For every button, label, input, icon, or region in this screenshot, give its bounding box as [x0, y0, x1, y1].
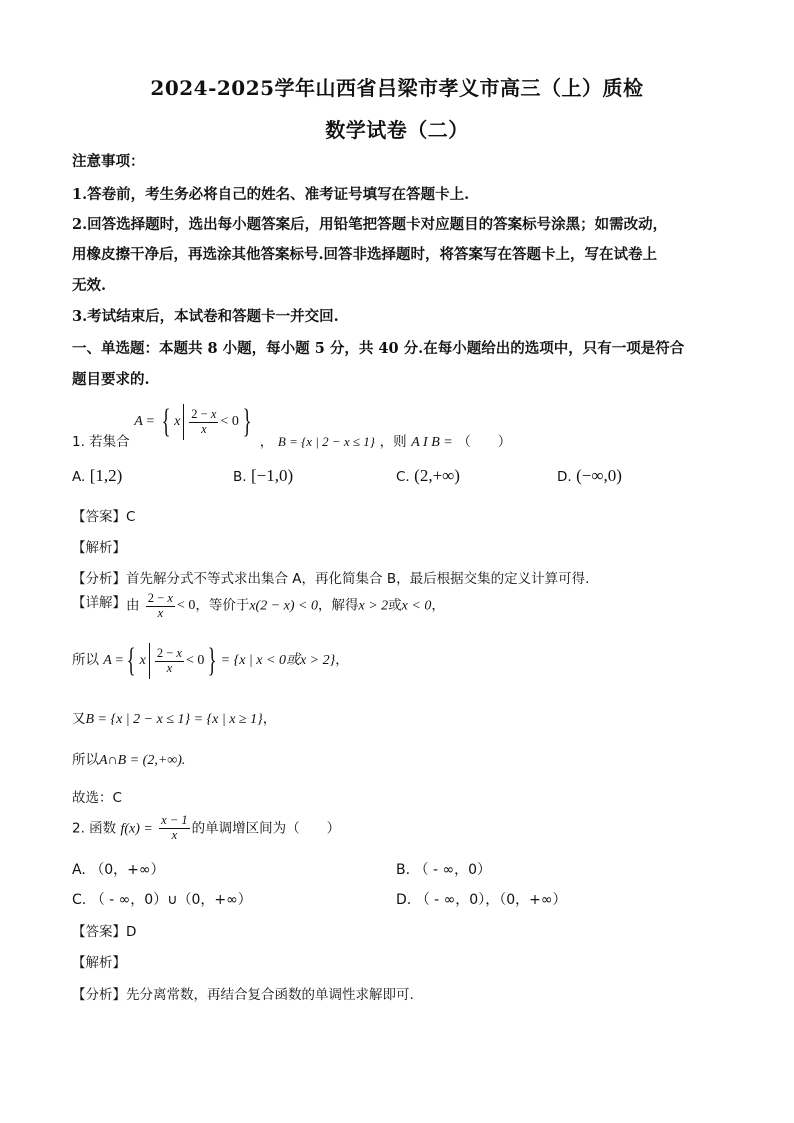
fenxi-tag: 【分析】	[72, 987, 126, 1003]
question-2	[72, 814, 340, 843]
q1-ask-prefix: ，则	[379, 434, 407, 450]
q1-option-d-value: (−∞,0)	[576, 466, 622, 485]
q1-analysis-tag: 【解析】	[72, 540, 126, 556]
q2-option-c: C. （ - ∞，0）∪（0，+∞）	[72, 892, 252, 908]
fenxi-tag: 【分析】	[72, 571, 126, 587]
notice-item-3: 3.考试结束后，本试卷和答题卡一并交回.	[72, 308, 339, 325]
notice-heading: 注意事项：	[72, 153, 145, 170]
q1-intersection: 所以A∩B = (2,+∞).	[72, 752, 186, 768]
q1-sep: ，	[259, 434, 274, 450]
q1-option-b: B. [−1,0)	[233, 466, 294, 485]
section-heading: 一、单选题：本题共 8 小题，每小题 5 分，共 40 分.在每小题给出的选项中，只有一项是符合	[72, 340, 685, 357]
q1-ask-expr: A I B =	[411, 435, 453, 450]
q1-option-d: D. (−∞,0)	[557, 466, 622, 485]
q1-option-c-value: (2,+∞)	[414, 466, 460, 485]
q2-answer	[72, 920, 136, 940]
q1-paren: （ ）	[457, 434, 512, 450]
q1-detail: 【详解】由 $\frac{2 - x}{x}$ < 0，等价于x(2 − x) < 0，解得x > 2或x < 0，	[72, 591, 445, 620]
q1-set-a-result: = {x | x < 0或x > 2}	[220, 653, 336, 669]
q2-option-a-value: （0，+∞）	[90, 862, 165, 878]
q2-option-b-value: （ - ∞，0）	[414, 862, 492, 878]
q2-option-a: A. （0，+∞）	[72, 862, 165, 878]
notice-item-1: 1.答卷前，考生务必将自己的姓名、准考证号填写在答题卡上.	[72, 186, 470, 203]
notice-item-2-end: 无效.	[72, 277, 107, 294]
q1-fenxi	[72, 567, 589, 587]
detail-tag: 【详解】	[72, 595, 126, 612]
q1-choose: 故选：C	[72, 790, 122, 806]
q2-answer-value: D	[126, 924, 137, 940]
q2-function: f(x) =	[120, 821, 153, 837]
q1-set-a-solution: 所以 A = { x $\frac{2 - x}{x}$ < 0 } = {x | x < 0或x > 2}，	[72, 642, 349, 679]
q1-answer-value: C	[126, 509, 136, 525]
q1-option-a-value: [1,2)	[89, 466, 123, 485]
q1-set-b-solution: 又B = {x | 2 − x ≤ 1} = {x | x ≥ 1}，	[72, 711, 277, 727]
q1-detail-fraction: $\frac{2 - x}{x}$ < 0	[147, 591, 196, 620]
question-1	[72, 403, 512, 450]
q2-option-d: D. （ - ∞，0），（0，+∞）	[396, 892, 567, 908]
q2-option-d-value: （ - ∞，0），（0，+∞）	[415, 892, 567, 908]
q1-option-b-value: [−1,0)	[251, 466, 294, 485]
q2-analysis-tag: 【解析】	[72, 955, 126, 971]
q1-prefix: 1. 若集合	[72, 434, 130, 450]
q1-option-a: A. [1,2)	[72, 466, 123, 485]
notice-item-2-cont: 用橡皮擦干净后，再选涂其他答案标号.回答非选择题时，将答案写在答题卡上，写在试卷上	[72, 246, 658, 263]
q1-option-c: C. (2,+∞)	[396, 466, 460, 485]
exam-subtitle: 数学试卷（二）	[325, 118, 469, 142]
q2-fenxi-text: 先分离常数，再结合复合函数的单调性求解即可.	[126, 987, 414, 1003]
q2-fraction: $\frac{x - 1}{x}$	[161, 813, 188, 842]
q2-option-b: B. （ - ∞，0）	[396, 862, 492, 878]
q2-option-c-value: （ - ∞，0）∪（0，+∞）	[90, 892, 252, 908]
answer-tag: 【答案】	[72, 924, 126, 940]
exam-title: 2024-2025学年山西省吕梁市孝义市高三（上）质检	[150, 76, 644, 100]
q2-fenxi	[72, 983, 414, 1003]
q1-fenxi-text: 首先解分式不等式求出集合 A，再化简集合 B，最后根据交集的定义计算可得.	[126, 571, 590, 587]
q1-intersection-result: A∩B = (2,+∞).	[99, 753, 186, 768]
q1-set-a: A = { x $\frac{2 - x}{x}$ < 0 }	[134, 403, 252, 440]
q1-set-b-result: B = {x | 2 − x ≤ 1} = {x | x ≥ 1}	[85, 712, 263, 727]
q2-prefix: 2. 函数	[72, 820, 117, 837]
q1-answer	[72, 505, 135, 525]
notice-item-2: 2.回答选择题时，选出每小题答案后，用铅笔把答题卡对应题目的答案标号涂黑；如需改动，	[72, 216, 668, 233]
section-heading-cont: 题目要求的.	[72, 371, 150, 388]
q2-suffix: 的单调增区间为（ ）	[191, 820, 341, 837]
q1-set-b: B = {x | 2 − x ≤ 1}	[277, 434, 376, 449]
answer-tag: 【答案】	[72, 509, 126, 525]
